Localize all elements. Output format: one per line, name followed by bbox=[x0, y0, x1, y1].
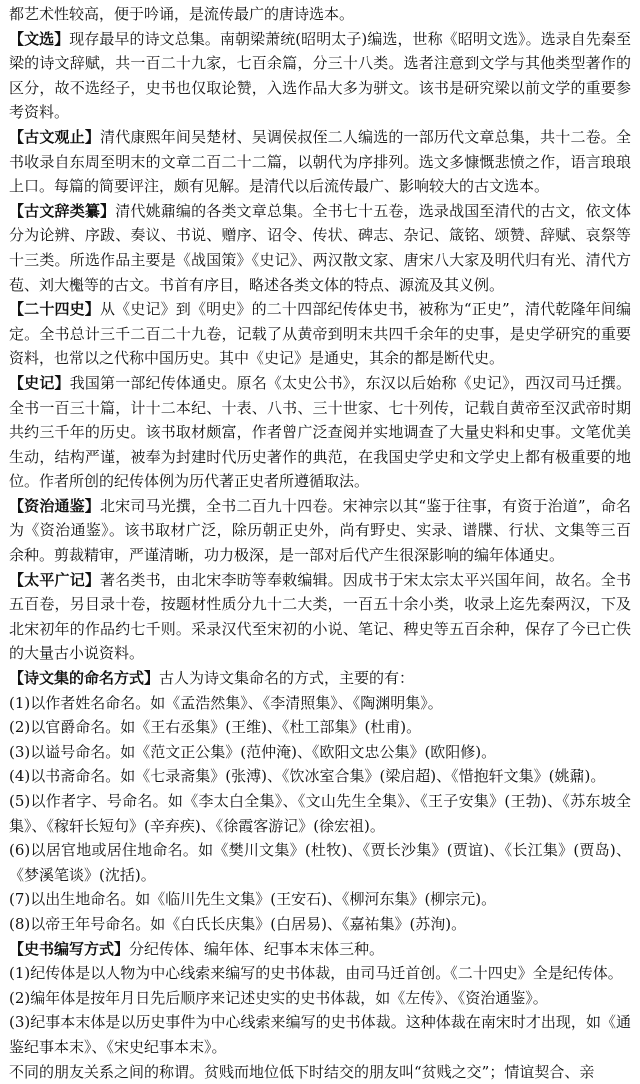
entry-text: 古人为诗文集命名的方式，主要的有： bbox=[159, 669, 415, 688]
entry-collection-naming bbox=[9, 666, 631, 691]
entry-text: 著名类书，由北宋李昉等奉敕编辑。因成书于宋太宗太平兴国年间，故名。全书五百卷，另目录十卷，按题材性质分九十二大类，一百五十余小类，收录上迄先秦两汉，下及北宋初年的作品约七千则。采录汉代至宋初的小说、笔记、稗史等五百余种，保存了今已亡佚的大量古小说资料。 bbox=[9, 570, 631, 663]
naming-item-8: (8)以帝王年号命名。如《白氏长庆集》(白居易)、《嘉祐集》(苏洵)。 bbox=[9, 914, 467, 933]
entry-history-writing bbox=[9, 937, 631, 962]
entry-text: 清代康熙年间吴楚材、吴调侯叔侄二人编选的一部历代文章总集，共十二卷。全书收录自东周至明末的文章二百二十二篇，以朝代为序排列。选文多慷慨悲愤之作，语言琅琅上口。每篇的简要评注，颇有见解。是清代以后流传最广、影响较大的古文选本。 bbox=[9, 127, 631, 196]
entry-text: 都艺术性较高，便于吟诵，是流传最广的唐诗选本。 bbox=[9, 5, 355, 23]
entry-term: 【资治通鉴】 bbox=[9, 496, 100, 515]
entry-guwen-cilei-zuan bbox=[9, 199, 631, 297]
entry-zizhi-tongjian bbox=[9, 494, 631, 568]
naming-item-7: (7)以出生地命名。如《临川先生文集》(王安石)、《柳河东集》(柳宗元)。 bbox=[9, 890, 497, 909]
entry-text: 清代姚鼐编的各类文章总集。全书七十五卷，选录战国至清代的古文，依文体分为论辨、序跋、奏议、书说、赠序、诏令、传状、碑志、杂记、箴铭、颂赞、辞赋、哀祭等十三类。所选作品主要是《战国策》《史记》、两汉散文家、唐宋八大家及明代归有光、清代方苞、刘大櫆等的古文。书首有序目，略述各类文体的特点、源流及其义例。 bbox=[9, 201, 631, 294]
entry-term: 【古文辞类纂】 bbox=[9, 201, 116, 220]
naming-item-1: (1)以作者姓名命名。如《孟浩然集》、《李清照集》、《陶渊明集》。 bbox=[9, 693, 443, 712]
entry-term: 【太平广记】 bbox=[9, 570, 101, 589]
entry-text: 现存最早的诗文总集。南朝梁萧统(昭明太子)编选，世称《昭明文选》。选录自先秦至梁的诗文辞赋，共一百二十九家，七百余篇，分三十八类。选者注意到文学与其他类型著作的区分，故不选经子，史书也仅取论赞，入选作品大多为骈文。该书是研究梁以前文学的重要参考资料。 bbox=[9, 29, 631, 122]
naming-item-3: (3)以谥号命名。如《范文正公集》(范仲淹)、《欧阳文忠公集》(欧阳修)。 bbox=[9, 742, 497, 761]
entry-taiping-guangji bbox=[9, 568, 631, 666]
entry-wenxuan bbox=[9, 27, 631, 125]
entry-text: 北宋司马光撰，全书二百九十四卷。宋神宗以其“鉴于往事，有资于治道”，命名为《资治通鉴》。该书取材广泛，除历朝正史外，尚有野史、实录、谱牒、行状、文集等三百余种。剪裁精审，严谨清晰，功力极深，是一部对后代产生很深影响的编年体通史。 bbox=[9, 496, 631, 565]
entry-term: 【文选】 bbox=[9, 29, 70, 48]
entry-term: 【诗文集的命名方式】 bbox=[9, 669, 160, 688]
history-item-2: (2)编年体是按年月日先后顺序来记述史实的史书体裁，如《左传》、《资治通鉴》。 bbox=[9, 988, 548, 1007]
entry-tang-poems-tail bbox=[9, 2, 631, 27]
naming-item-4: (4)以书斋命名。如《七录斋集》(张溥)、《饮冰室合集》(梁启超)、《惜抱轩文集》(姚鼐)。 bbox=[9, 767, 606, 786]
entry-text: 我国第一部纪传体通史。原名《太史公书》，东汉以后始称《史记》，西汉司马迁撰。全书一百三十篇，计十二本纪、十表、八书、三十世家、七十列传，记载自黄帝至汉武帝时期共约三千年的历史。该书取材颇富，作者曾广泛查阅并实地调查了大量史料和史事。文笔优美生动，结构严谨，被奉为封建时代历史著作的典范，在我国史学史和文学史上都有极重要的地位。作者所创的纪传体例为历代著正史者所遵循取法。 bbox=[9, 373, 631, 491]
entry-guwen-guanzhi bbox=[9, 125, 631, 199]
entry-term: 【史记】 bbox=[9, 373, 70, 392]
naming-item-6: (6)以居官地或居住地命名。如《樊川文集》(杜牧)、《贾长沙集》(贾谊)、《长江集》(贾岛)、《梦溪笔谈》(沈括)。 bbox=[9, 841, 631, 884]
entry-friend-terms: 不同的朋友关系之间的称谓。贫贱而地位低下时结交的朋友叫“贫贱之交”；情谊契合、亲 bbox=[9, 1062, 595, 1081]
entry-term: 【二十四史】 bbox=[9, 300, 100, 319]
history-item-1: (1)纪传体是以人物为中心线索来编写的史书体裁，由司马迁首创。《二十四史》全是纪传体。 bbox=[9, 964, 623, 983]
entry-shiji bbox=[9, 371, 631, 494]
entry-term: 【古文观止】 bbox=[9, 127, 101, 146]
naming-item-2: (2)以官爵命名。如《王右丞集》(王维)、《杜工部集》(杜甫)。 bbox=[9, 718, 422, 737]
history-item-3: (3)纪事本末体是以历史事件为中心线索来编写的史书体裁。这种体裁在南宋时才出现，如《通鉴纪事本末》、《宋史纪事本末》。 bbox=[9, 1013, 631, 1056]
entry-term: 【史书编写方式】 bbox=[9, 939, 130, 958]
naming-item-5: (5)以作者字、号命名。如《李太白全集》、《文山先生全集》、《王子安集》(王勃)、《苏东坡全集》、《稼轩长短句》(辛弃疾)、《徐霞客游记》(徐宏祖)。 bbox=[9, 792, 631, 835]
entry-text: 从《史记》到《明史》的二十四部纪传体史书，被称为“正史”，清代乾隆年间编定。全书总计三千二百二十九卷，记载了从黄帝到明末共四千余年的史事，是史学研究的重要资料，也常以之代称中国历史。其中《史记》是通史，其余的都是断代史。 bbox=[9, 300, 631, 368]
entry-text: 分纪传体、编年体、纪事本末体三种。 bbox=[129, 939, 385, 958]
entry-twenty-four-histories bbox=[9, 297, 631, 371]
